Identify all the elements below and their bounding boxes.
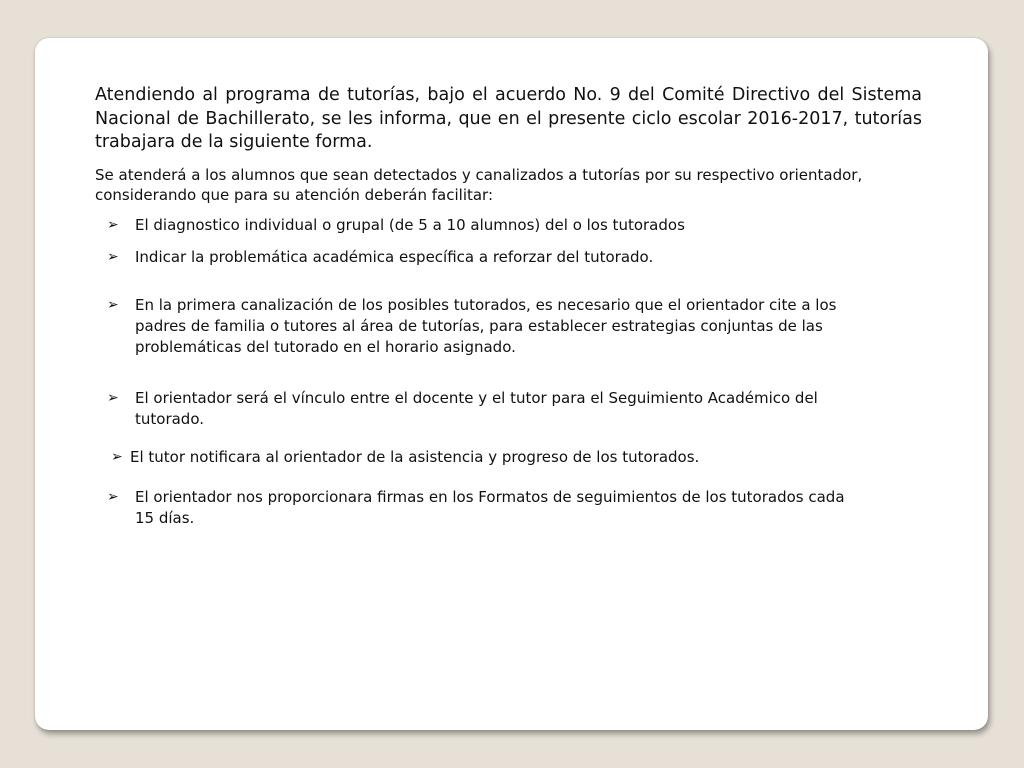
instructions-paragraph: Se atenderá a los alumnos que sean detectados y canalizados a tutorías por su respectivo orientador, considerando que para su atención deberán facilitar:: [95, 166, 863, 204]
arrow-bullet-icon: ➢: [107, 489, 119, 505]
list-item: [107, 487, 867, 529]
list-item-text: El tutor notificara al orientador de la asistencia y progreso de los tutorados.: [130, 448, 700, 466]
intro-paragraph: Atendiendo al programa de tutorías, bajo el acuerdo No. 9 del Comité Directivo del Sistema Nacional de Bachillerato, se les informa, que en el presente ciclo escolar 2016-2017, tutorías trabajara de la siguiente forma.: [95, 85, 922, 152]
list-item-text: El orientador será el vínculo entre el docente y el tutor para el Seguimiento Académico del tutorado.: [135, 389, 818, 428]
list-item-text: El diagnostico individual o grupal (de 5 a 10 alumnos) del o los tutorados: [135, 216, 685, 234]
list-item-text: El orientador nos proporcionara firmas en los Formatos de seguimientos de los tutorados cada 15 días.: [135, 488, 845, 527]
list-item: [107, 247, 867, 268]
list-item: [107, 388, 867, 430]
slide-card: [35, 38, 988, 730]
list-item: [107, 215, 867, 236]
arrow-bullet-icon: ➢: [107, 249, 119, 265]
list-item: [107, 295, 867, 358]
list-item-text: En la primera canalización de los posibles tutorados, es necesario que el orientador cite a los padres de familia o tutores al área de tutorías, para establecer estrategias conjuntas de las problemáticas del tutorado en el horario asignado.: [135, 296, 837, 356]
list-item: [111, 447, 871, 468]
arrow-bullet-icon: ➢: [107, 390, 119, 406]
arrow-bullet-icon: ➢: [107, 297, 119, 313]
list-item-text: Indicar la problemática académica específica a reforzar del tutorado.: [135, 248, 654, 266]
arrow-bullet-icon: ➢: [107, 217, 119, 233]
arrow-bullet-icon: ➢: [111, 449, 123, 465]
